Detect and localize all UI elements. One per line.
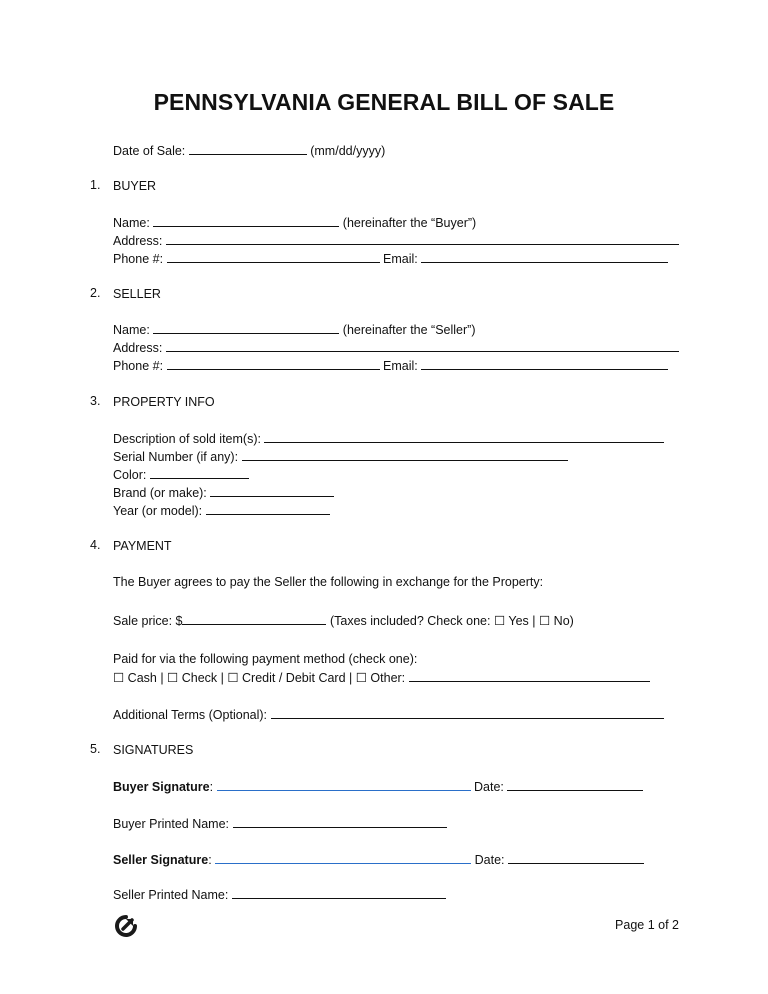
brand-label: Brand (or make):	[113, 486, 207, 500]
serial-field[interactable]	[242, 448, 568, 461]
date-of-sale-label: Date of Sale:	[113, 144, 186, 158]
buyer-email-field[interactable]	[421, 250, 668, 263]
seller-name-row	[113, 321, 476, 338]
serial-row	[113, 448, 568, 465]
seller-address-label: Address:	[113, 341, 163, 355]
buyer-address-row	[113, 232, 679, 249]
year-row	[113, 502, 330, 519]
additional-terms-row	[113, 706, 664, 723]
additional-terms-field[interactable]	[271, 706, 664, 719]
color-field[interactable]	[150, 466, 249, 479]
additional-terms-label: Additional Terms (Optional):	[113, 708, 268, 722]
seller-signature-label: Seller Signature	[113, 853, 209, 867]
description-row	[113, 430, 664, 447]
section-heading-seller: SELLER	[113, 287, 161, 301]
buyer-phone-label: Phone #:	[113, 252, 164, 266]
seller-address-row	[113, 339, 679, 356]
brand-field[interactable]	[210, 484, 334, 497]
year-field[interactable]	[206, 502, 330, 515]
seller-signature-field[interactable]	[215, 851, 471, 864]
buyer-name-field[interactable]	[153, 214, 339, 227]
year-label: Year (or model):	[113, 504, 203, 518]
section-number: 2.	[90, 286, 101, 300]
date-of-sale-row	[113, 142, 385, 159]
buyer-printed-field[interactable]	[233, 815, 447, 828]
sale-price-label: Sale price: $	[113, 614, 183, 628]
section-number: 5.	[90, 742, 101, 756]
payment-method-row	[113, 669, 650, 686]
seller-phone-label: Phone #:	[113, 359, 164, 373]
buyer-address-field[interactable]	[166, 232, 679, 245]
sale-price-row	[113, 612, 574, 629]
serial-label: Serial Number (if any):	[113, 450, 239, 464]
seller-address-field[interactable]	[166, 339, 679, 352]
buyer-signature-field[interactable]	[217, 778, 471, 791]
seller-name-suffix: (hereinafter the “Seller”)	[342, 323, 476, 337]
seller-printed-label: Seller Printed Name:	[113, 888, 229, 902]
seller-name-field[interactable]	[153, 321, 339, 334]
seller-printed-row	[113, 886, 446, 903]
buyer-phone-field[interactable]	[167, 250, 380, 263]
buyer-name-row	[113, 214, 476, 231]
brand-row	[113, 484, 334, 501]
buyer-name-suffix: (hereinafter the “Buyer”)	[342, 216, 477, 230]
buyer-address-label: Address:	[113, 234, 163, 248]
seller-email-field[interactable]	[421, 357, 668, 370]
section-number: 3.	[90, 394, 101, 408]
buyer-printed-label: Buyer Printed Name:	[113, 817, 230, 831]
seller-phone-field[interactable]	[167, 357, 380, 370]
buyer-signature-row: Buyer Signature: Date:	[113, 778, 643, 795]
seller-name-label: Name:	[113, 323, 150, 337]
color-row	[113, 466, 249, 483]
section-number: 1.	[90, 178, 101, 192]
section-heading-buyer: BUYER	[113, 179, 157, 193]
sale-price-field[interactable]	[182, 612, 326, 625]
seller-signature-row: Seller Signature: Date:	[113, 851, 644, 868]
seller-printed-field[interactable]	[232, 886, 446, 899]
seller-date-field[interactable]	[508, 851, 644, 864]
section-number: 4.	[90, 538, 101, 552]
share-arrow-logo-icon	[114, 914, 138, 941]
section-heading-property: PROPERTY INFO	[113, 395, 215, 409]
buyer-date-field[interactable]	[507, 778, 643, 791]
taxes-checkboxes[interactable]: (Taxes included? Check one: ☐ Yes | ☐ No)	[329, 614, 574, 628]
date-format-hint: (mm/dd/yyyy)	[310, 144, 386, 158]
description-label: Description of sold item(s):	[113, 432, 261, 446]
section-heading-payment: PAYMENT	[113, 539, 172, 553]
payment-method-checkboxes[interactable]: ☐ Cash | ☐ Check | ☐ Credit / Debit Card | ☐ Other:	[113, 671, 406, 685]
seller-contact-row	[113, 357, 668, 374]
description-field[interactable]	[264, 430, 664, 443]
date-of-sale-field[interactable]	[189, 142, 307, 155]
section-heading-signatures: SIGNATURES	[113, 743, 194, 757]
payment-intro: The Buyer agrees to pay the Seller the following in exchange for the Property:	[113, 575, 544, 589]
page-number: Page 1 of 2	[615, 918, 679, 932]
buyer-date-label: Date:	[474, 780, 504, 794]
document-title: PENNSYLVANIA GENERAL BILL OF SALE	[153, 89, 615, 115]
buyer-printed-row	[113, 815, 447, 832]
buyer-contact-row	[113, 250, 668, 267]
buyer-name-label: Name:	[113, 216, 150, 230]
buyer-email-label: Email:	[383, 252, 418, 266]
seller-email-label: Email:	[383, 359, 418, 373]
other-method-field[interactable]	[409, 669, 650, 682]
color-label: Color:	[113, 468, 147, 482]
seller-date-label: Date:	[474, 853, 505, 867]
payment-method-intro: Paid for via the following payment method (check one):	[113, 652, 418, 666]
buyer-signature-label: Buyer Signature	[113, 780, 210, 794]
